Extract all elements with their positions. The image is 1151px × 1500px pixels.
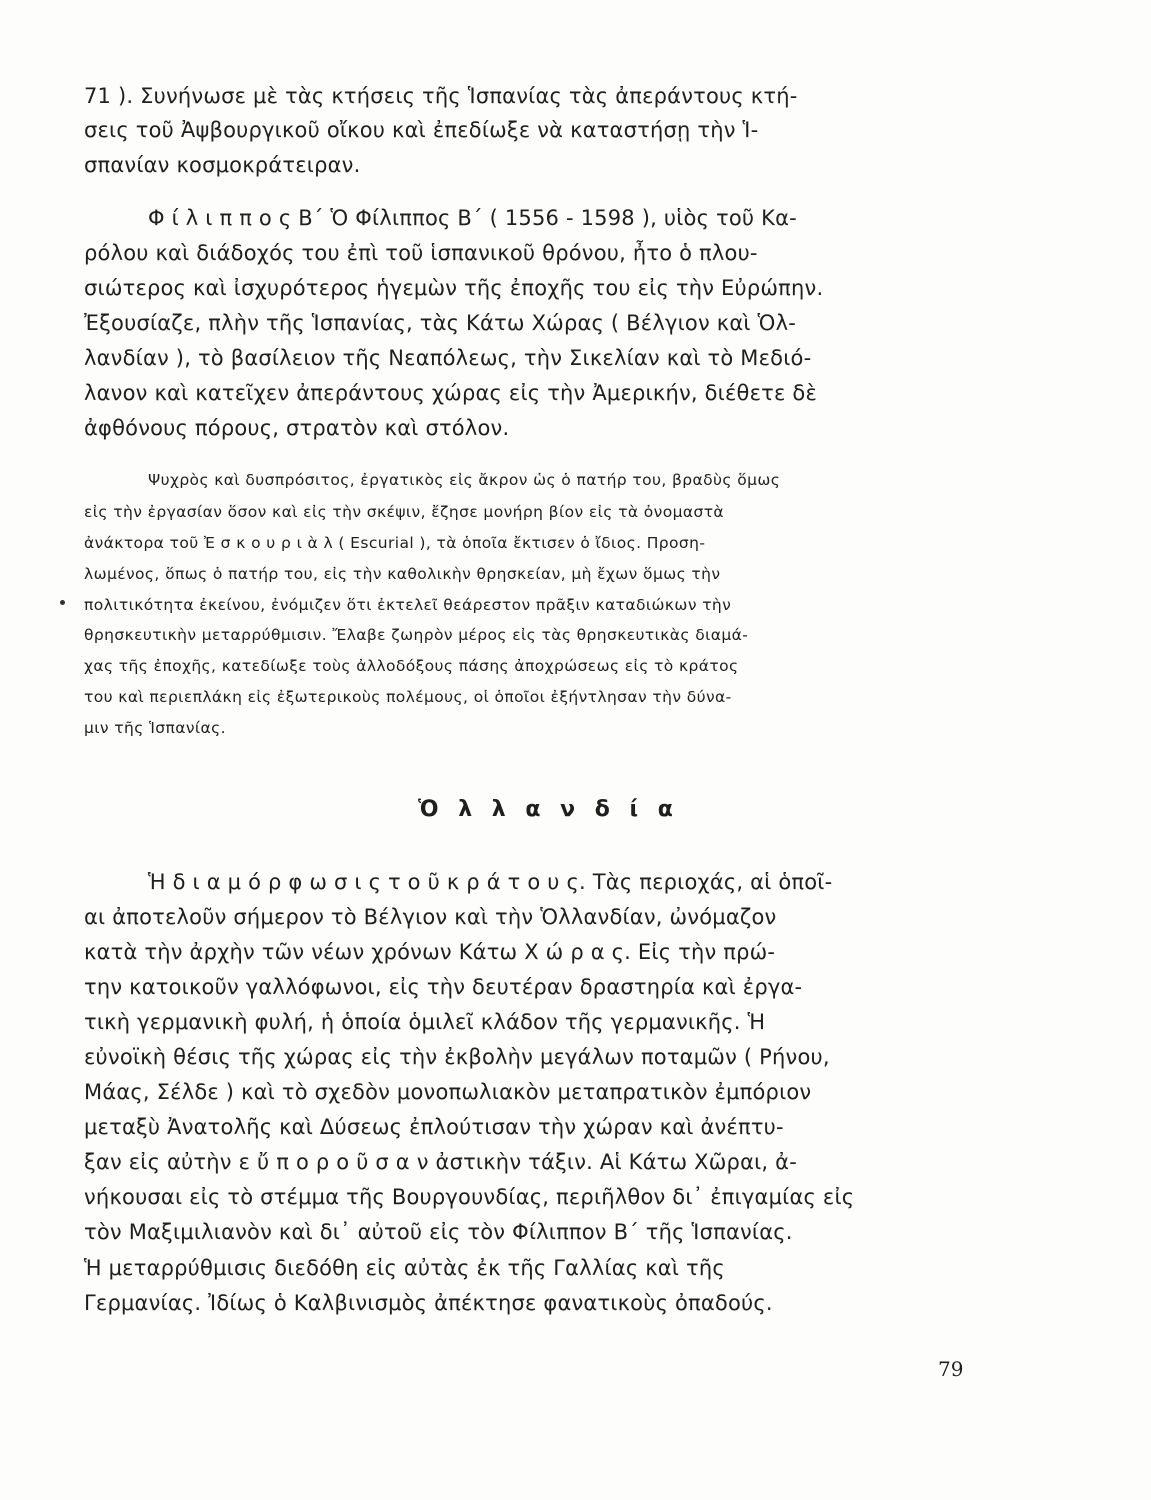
text-line-small: λωμένος, ὅπως ὁ πατήρ του, εἰς τὴν καθολικὴν θρησκείαν, μὴ ἔχων ὅμως τὴν — [84, 565, 721, 583]
text-line-small: ἀνάκτορα τοῦ Ἐ σ κ ο υ ρ ι ὰ λ ( Escurial ), τὰ ὁποῖα ἔκτισεν ὁ ἴδιος. Προση- — [84, 534, 706, 552]
text-line-small: Ψυχρὸς καὶ δυσπρόσιτος, ἐργατικὸς εἰς ἄκρον ὡς ὁ πατήρ του, βραδὺς ὅμως — [148, 471, 781, 489]
text-line: την κατοικοῦν γαλλόφωνοι, εἰς τὴν δευτέραν δραστηρία καὶ ἐργα- — [84, 975, 803, 999]
text-line-small: πολιτικότητα ἐκείνου, ἐνόμιζεν ὅτι ἐκτελεῖ θεάρεστον πρᾶξιν καταδιώκων τὴν — [84, 596, 732, 614]
text-line: Ἡ δ ι α μ ό ρ φ ω σ ι ς τ ο ῦ κ ρ ά τ ο υ ς. Τὰς περιοχάς, αἱ ὁποῖ- — [148, 870, 833, 894]
text-line-small: μιν τῆς Ἱσπανίας. — [84, 719, 226, 737]
text-line: μεταξὺ Ἀνατολῆς καὶ Δύσεως ἐπλούτισαν τὴν χώραν καὶ ἀνέπτυ- — [84, 1115, 784, 1139]
page-number: 79 — [938, 1357, 964, 1381]
section-heading: Ὁ λ λ α ν δ ί α — [418, 797, 679, 822]
text-line-small: θρησκευτικὴν μεταρρύθμισιν. Ἔλαβε ζωηρὸν μέρος εἰς τὰς θρησκευτικὰς διαμά- — [84, 626, 749, 644]
text-line: εὐνοϊκὴ θέσις τῆς χώρας εἰς τὴν ἐκβολὴν μεγάλων ποταμῶν ( Ρήνου, — [84, 1045, 830, 1069]
text-line: νήκουσαι εἰς τὸ στέμμα τῆς Βουργουνδίας, περιῆλθον δι᾽ ἐπιγαμίας εἰς — [84, 1185, 855, 1209]
text-line: λανδίαν ), τὸ βασίλειον τῆς Νεαπόλεως, τὴν Σικελίαν καὶ τὸ Μεδιό- — [84, 346, 812, 370]
text-line: Φ ί λ ι π π ο ς Β΄ Ὁ Φίλιππος Β΄ ( 1556 - 1598 ), υἱὸς τοῦ Κα- — [148, 206, 797, 230]
text-line: Ἡ μεταρρύθμισις διεδόθη εἰς αὐτὰς ἐκ τῆς Γαλλίας καὶ τῆς — [84, 1256, 725, 1280]
text-line: ρόλου καὶ διάδοχός του ἐπὶ τοῦ ἱσπανικοῦ θρόνου, ἦτο ὁ πλου- — [84, 241, 758, 265]
text-line: τικὴ γερμανικὴ φυλή, ἡ ὁποία ὁμιλεῖ κλάδον τῆς γερμανικῆς. Ἡ — [84, 1010, 766, 1034]
text-line-small: εἰς τὴν ἐργασίαν ὅσον καὶ εἰς τὴν σκέψιν, ἔζησε μονήρη βίον εἰς τὰ ὀνομαστὰ — [84, 503, 725, 521]
text-line: ἀφθόνους πόρους, στρατὸν καὶ στόλον. — [84, 416, 510, 440]
text-line: κατὰ τὴν ἀρχὴν τῶν νέων χρόνων Κάτω Χ ώ ρ α ς. Εἰς τὴν πρώ- — [84, 940, 776, 964]
text-line: Μάας, Σέλδε ) καὶ τὸ σχεδὸν μονοπωλιακὸν μεταπρατικὸν ἐμπόριον — [84, 1080, 812, 1104]
text-line: Γερμανίας. Ἰδίως ὁ Καλβινισμὸς ἀπέκτησε φανατικοὺς ὀπαδούς. — [84, 1291, 773, 1315]
margin-dot — [60, 600, 65, 605]
text-line: Ἐξουσίαζε, πλὴν τῆς Ἱσπανίας, τὰς Κάτω Χώρας ( Βέλγιον καὶ Ὁλ- — [84, 311, 796, 335]
text-line-small: χας τῆς ἐποχῆς, κατεδίωξε τοὺς ἀλλοδόξους πάσης ἀποχρώσεως εἰς τὸ κράτος — [84, 657, 739, 675]
text-line: 71 ). Συνήνωσε μὲ τὰς κτήσεις τῆς Ἱσπανίας τὰς ἀπεράντους κτή- — [84, 84, 798, 108]
text-line: σεις τοῦ Ἀψβουργικοῦ οἴκου καὶ ἐπεδίωξε νὰ καταστήσῃ τὴν Ἱ- — [84, 118, 759, 142]
text-line: ξαν εἰς αὐτὴν ε ὔ π ο ρ ο ῦ σ α ν ἀστικὴν τάξιν. Αἱ Κάτω Χῶραι, ἀ- — [84, 1150, 797, 1174]
text-line: λανον καὶ κατεῖχεν ἀπεράντους χώρας εἰς τὴν Ἀμερικήν, διέθετε δὲ — [84, 381, 818, 405]
text-line: σπανίαν κοσμοκράτειραν. — [84, 153, 361, 177]
text-line: αι ἀποτελοῦν σήμερον τὸ Βέλγιον καὶ τὴν Ὁλλανδίαν, ὠνόμαζον — [84, 905, 777, 929]
text-line-small: του καὶ περιεπλάκη εἰς ἐξωτερικοὺς πολέμους, οἱ ὁποῖοι ἐξήντλησαν τὴν δύνα- — [84, 688, 732, 706]
text-line: σιώτερος καὶ ἰσχυρότερος ἡγεμὼν τῆς ἐποχῆς του εἰς τὴν Εὐρώπην. — [84, 276, 824, 300]
text-line: τὸν Μαξιμιλιανὸν καὶ δι᾽ αὐτοῦ εἰς τὸν Φίλιππον Β΄ τῆς Ἱσπανίας. — [84, 1220, 793, 1244]
